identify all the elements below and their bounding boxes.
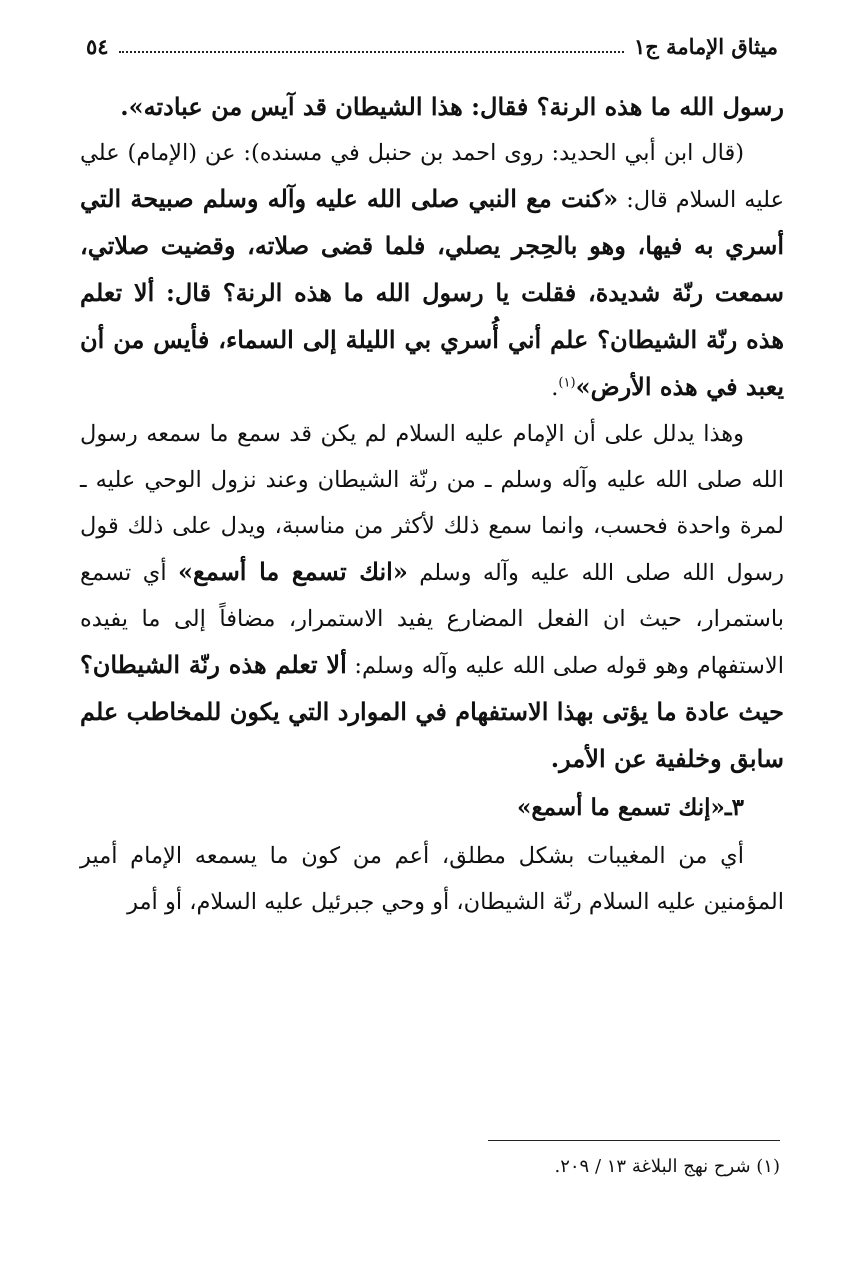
page-number: ٥٤ (86, 33, 109, 59)
section-heading: ٣ـ«إنك تسمع ما أسمع» (516, 794, 744, 821)
commentary-part-b: أي تسمع باستمرار، حيث ان الفعل المضارع يفيد الاستمرار، مضافاً إلى ما يفيده الاستفهام وهو قوله صلى الله عليه وآله وسلم: (80, 560, 784, 679)
header-dotted-leader (119, 51, 624, 53)
commentary-quote: «انك تسمع ما أسمع» (178, 557, 408, 586)
commentary-bold: ألا تعلم هذه رنّة الشيطان؟ حيث عادة ما يؤتى بهذا الاستفهام في الموارد التي يكون للمخاطب علم سابق وخلفية عن الأمر. (80, 650, 784, 773)
paragraph-continued: رسول الله ما هذه الرنة؟ فقال: هذا الشيطان قد آيس من عبادته». (120, 92, 784, 121)
book-title: ميثاق الإمامة ج١ (633, 33, 778, 59)
paragraph-section: أي من المغيبات بشكل مطلق، أعم من كون ما يسمعه الإمام أمير المؤمنين عليه السلام رنّة الشيطان، أو وحي جبرئيل عليه السلام، أو أمر (80, 843, 784, 915)
hadith-quote: «كنت مع النبي صلى الله عليه وآله وسلم صبيحة التي أسري به فيها، وهو بالحِجر يصلي، فلما قضى صلاته، وقضيت صلاتي، سمعت رنّة شديدة، فقلت يا رسول الله ما هذه الرنة؟ قال: ألا تعلم هذه رنّة الشيطان؟ علم أني أُسري بي الليلة إلى السماء، فأيس من أن يعبد في هذه الأرض» (80, 184, 784, 401)
paragraph-commentary (80, 411, 784, 783)
hadith-end: . (551, 375, 559, 401)
footnote-ref: (١) (558, 375, 576, 391)
commentary-part-a: وهذا يدلل على أن الإمام عليه السلام لم يكن قد سمع ما سمعه رسول الله صلى الله عليه وآله وسلم ـ من رنّة الشيطان وعند نزول الوحي عليه ـ لمرة واحدة فحسب، وانما سمع ذلك لأكثر من مناسبة، ويدل على ذلك قول رسول الله صلى الله عليه وآله وسلم (80, 421, 785, 586)
paragraph-hadith (80, 130, 784, 411)
footnote: (١) شرح نهج البلاغة ١٣ / ٢٠٩. (554, 1156, 780, 1177)
footnote-divider (488, 1140, 780, 1141)
body-text (80, 84, 784, 925)
hadith-intro: (قال ابن أبي الحديد: روى احمد بن حنبل في مسنده): عن (الإمام) علي عليه السلام قال: (80, 140, 784, 213)
running-header (86, 28, 778, 64)
